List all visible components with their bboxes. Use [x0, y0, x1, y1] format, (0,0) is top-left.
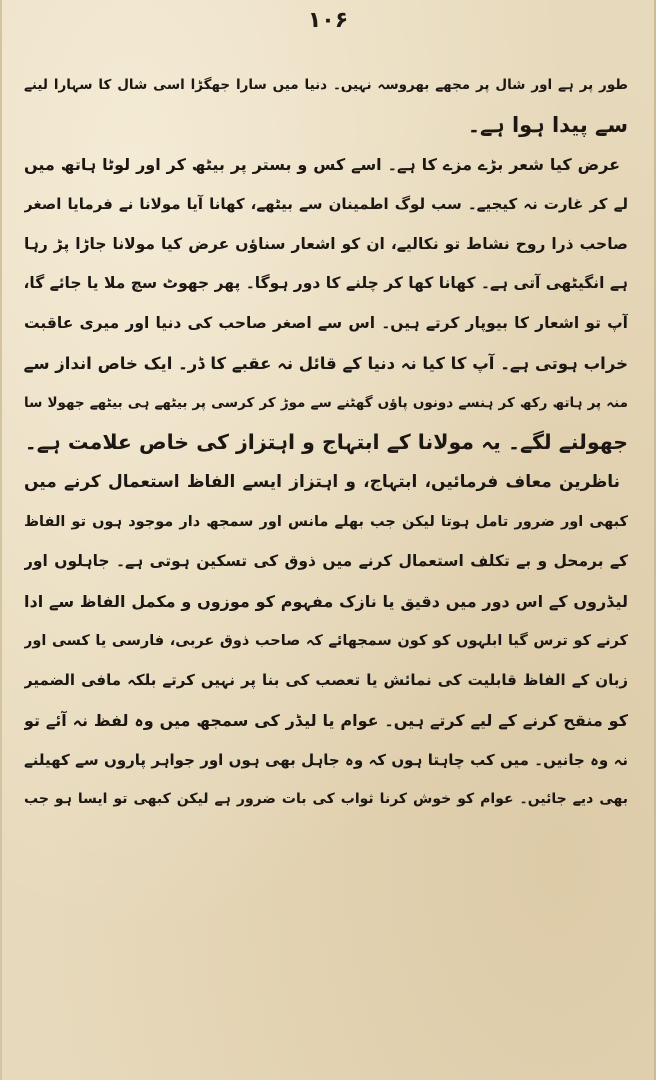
- text-line: ہے انگیٹھی آتی ہے۔ کھانا کھا کر چلنے کا دور ہوگا۔ پھر جھوٹ سچ ملا یا جائے گا،: [24, 274, 628, 293]
- text-line: منہ پر ہاتھ رکھ کر ہنسے دونوں پاؤں گھٹنے سے موڑ کر کرسی پر بیٹھے ہی بیٹھے جھولا سا: [24, 394, 628, 411]
- page-number: ۱۰۶: [307, 8, 349, 33]
- text-line: سے پیدا ہوا ہے۔: [467, 112, 628, 137]
- text-line: صاحب ذرا روح نشاط تو نکالیے، ان کو اشعار سناؤں عرض کیا مولانا جاڑا پڑ رہا: [24, 234, 628, 253]
- text-line: جھولنے لگے۔ یہ مولانا کے ابتہاج و اہتزاز کی خاص علامت ہے۔: [24, 430, 628, 455]
- text-line: طور پر ہے اور شال پر مجھے بھروسہ نہیں۔ دنیا میں سارا جھگڑا اسی شال کا سہارا لینے: [24, 77, 628, 93]
- text-line: لیڈروں کے اس دور میں دقیق یا نازک مفہوم کو موزوں و مکمل الفاظ سے ادا: [24, 591, 628, 611]
- text-line: کو منقح کرنے کے لیے کرتے ہیں۔ عوام یا لیڈر کی سمجھ میں وہ لفظ نہ آئے تو: [24, 711, 628, 730]
- text-line: ناظرین معاف فرمائیں، ابتہاج، و اہتزاز ایسے الفاظ استعمال کرنے میں: [24, 471, 620, 492]
- text-line: کرنے کو ترس گیا ابلہوں کو کون سمجھائے کہ صاحب ذوق عربی، فارسی یا کسی اور: [24, 632, 628, 649]
- text-line: لے کر غارت نہ کیجیے۔ سب لوگ اطمینان سے بیٹھے، کھانا آیا مولانا نے فرمایا اصغر: [24, 195, 628, 214]
- text-line: زبان کے الفاظ قابلیت کی نمائش یا تعصب کی بنا پر نہیں کرتے بلکہ مافی الضمیر: [24, 671, 628, 690]
- text-line: عرض کیا شعر بڑے مزے کا ہے۔ اسے کس و بستر پر بیٹھ کر اور لوٹا ہاتھ میں: [24, 155, 620, 175]
- text-line: نہ وہ جانیں۔ میں کب چاہتا ہوں کہ وہ جاہل بھی ہوں اور جواہر پاروں سے کھیلنے: [24, 750, 628, 769]
- page-text: [24, 66, 628, 1068]
- text-line: بھی دیے جائیں۔ عوام کو خوش کرنا ثواب کی بات ضرور ہے لیکن کبھی تو ایسا ہو جب: [24, 791, 628, 808]
- text-line: کبھی اور ضرور تامل ہوتا لیکن جب بھلے مانس اور سمجھ دار موجود ہوں تو الفاظ: [24, 513, 628, 530]
- text-line: کے برمحل و بے تکلف استعمال کرنے میں ذوق کی تسکین ہوتی ہے۔ جاہلوں اور: [24, 552, 628, 571]
- text-line: آپ تو اشعار کا بیوپار کرتے ہیں۔ اس سے اصغر صاحب کی دنیا اور میری عاقبت: [24, 314, 628, 333]
- text-line: خراب ہوتی ہے۔ آپ کا کیا نہ دنیا کے قائل نہ عقبے کا ڈر۔ ایک خاص انداز سے: [24, 353, 628, 373]
